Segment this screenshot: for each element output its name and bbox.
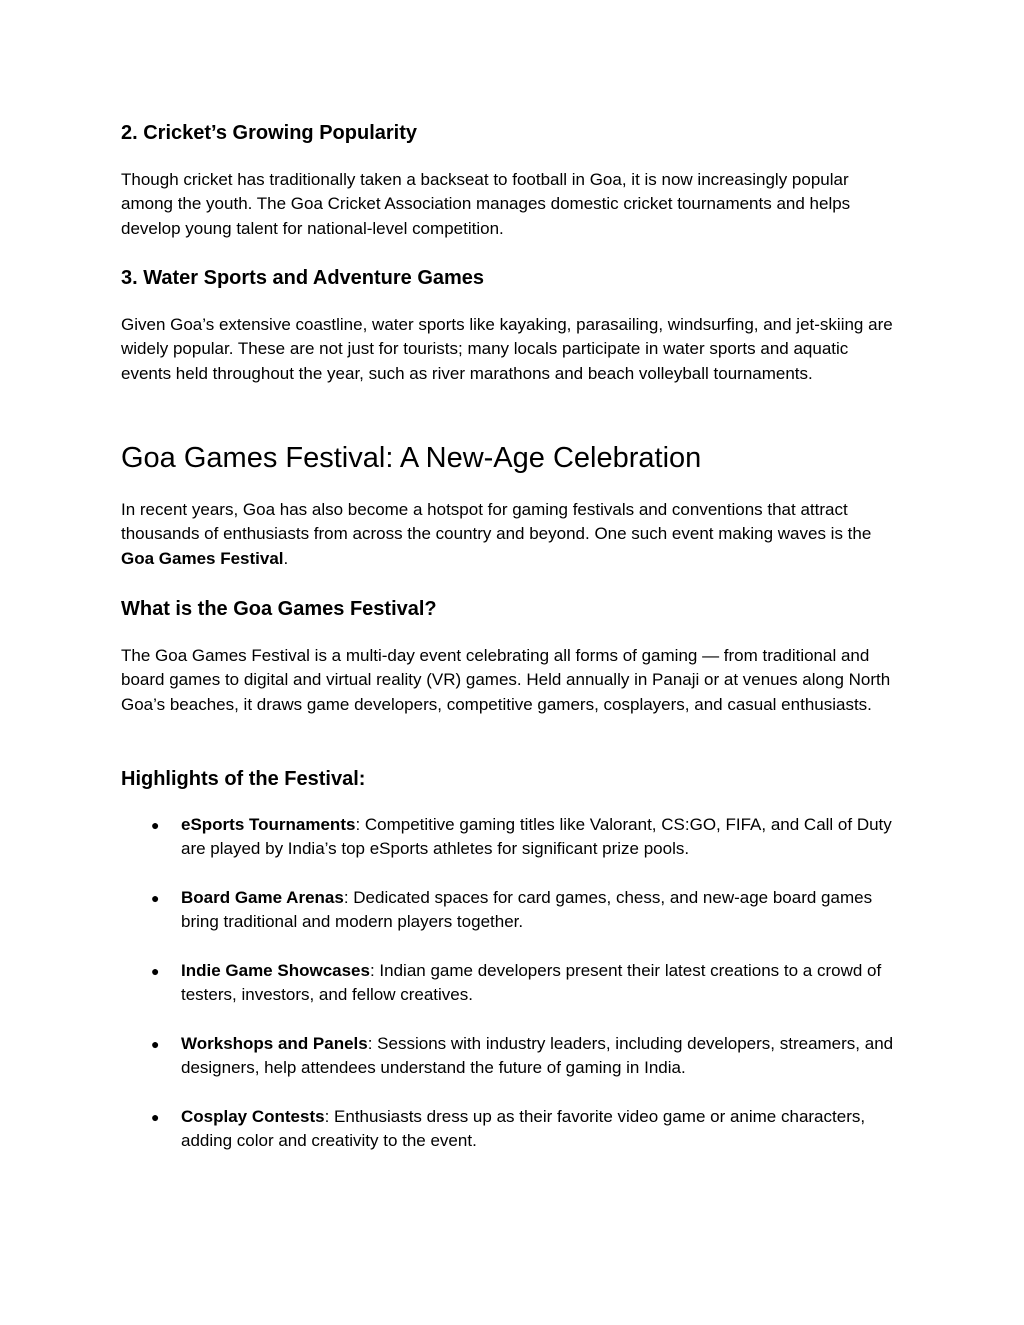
festival-intro-bold: Goa Games Festival — [121, 548, 284, 568]
water-sports-paragraph: Given Goa’s extensive coastline, water sports like kayaking, parasailing, windsurfing, and jet-skiing are widely popular. These are not just for tourists; many locals participate in water sports and aquatic events held throughout the year, such as river marathons and beach volleyball tournaments. — [121, 315, 893, 383]
list-item-text: : Indian game developers present their latest creations to a crowd of testers, investors, and fellow creatives. — [181, 960, 882, 1005]
list-item-title: Cosplay Contests — [181, 1106, 325, 1126]
bullet-icon: ● — [151, 1035, 160, 1052]
list-item — [121, 886, 901, 935]
list-item-title: eSports Tournaments — [181, 815, 356, 834]
what-is-paragraph: The Goa Games Festival is a multi-day event celebrating all forms of gaming — from traditional and board games to digital and virtual reality (VR) games. Held annually in Panaji or at venues along North Goa’s beaches, it draws game developers, competitive gamers, cosplayers, and casual enthusiasts. — [121, 646, 891, 714]
cricket-heading: 2. Cricket’s Growing Popularity — [121, 122, 417, 144]
list-item-text: : Dedicated spaces for card games, chess, and new-age board games bring traditional and modern players together. — [181, 887, 873, 932]
list-item — [121, 813, 901, 862]
bullet-icon: ● — [151, 889, 160, 906]
highlights-list — [121, 813, 901, 1177]
list-item-text: : Sessions with industry leaders, including developers, streamers, and designers, help attendees understand the future of gaming in India. — [181, 1033, 894, 1077]
highlights-heading: Highlights of the Festival: — [121, 768, 366, 790]
festival-intro-text: In recent years, Goa has also become a hotspot for gaming festivals and conventions that attract thousands of enthusiasts from across the country and beyond. One such event making waves is the — [121, 500, 872, 544]
list-item-text: : Enthusiasts dress up as their favorite video game or anime characters, adding color and creativity to the event. — [181, 1106, 866, 1150]
cricket-paragraph: Though cricket has traditionally taken a backseat to football in Goa, it is now increasingly popular among the youth. The Goa Cricket Association manages domestic cricket tournaments and helps develop young talent for national-level competition. — [121, 170, 851, 238]
list-item — [121, 1032, 901, 1081]
list-item-text: : Competitive gaming titles like Valorant, CS:GO, FIFA, and Call of Duty are played by India’s top eSports athletes for significant prize pools. — [181, 815, 892, 859]
list-item — [121, 959, 901, 1008]
festival-intro-end: . — [283, 548, 289, 568]
water-sports-heading: 3. Water Sports and Adventure Games — [121, 267, 485, 289]
list-item-title: Board Game Arenas — [181, 887, 344, 907]
bullet-icon: ● — [151, 1108, 160, 1125]
what-is-heading: What is the Goa Games Festival? — [121, 598, 437, 620]
list-item-title: Indie Game Showcases — [181, 960, 370, 980]
festival-heading: Goa Games Festival: A New-Age Celebration — [121, 442, 702, 474]
list-item-title: Workshops and Panels — [181, 1033, 368, 1053]
list-item — [121, 1105, 901, 1154]
bullet-icon: ● — [151, 817, 160, 833]
bullet-icon: ● — [151, 962, 160, 979]
festival-intro-paragraph — [121, 498, 901, 571]
